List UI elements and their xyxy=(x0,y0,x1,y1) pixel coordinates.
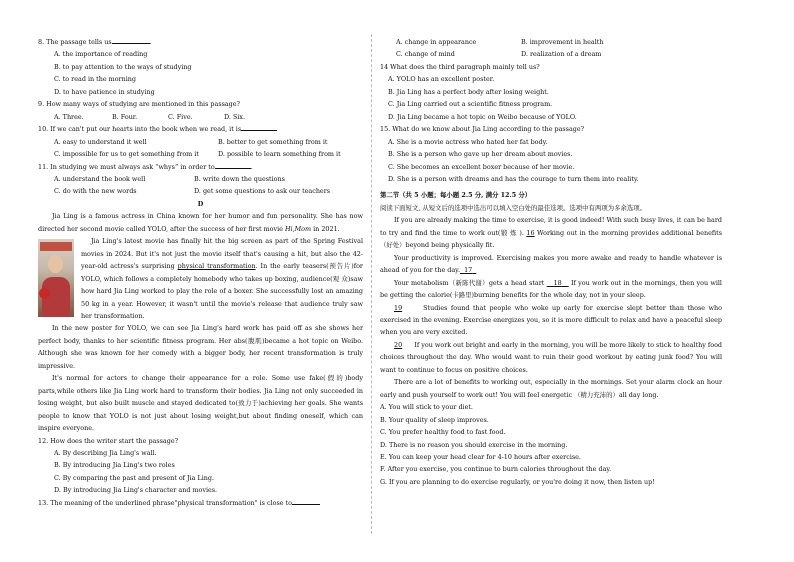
q10-options-row1 xyxy=(38,136,363,148)
choice-b: B. Your quality of sleep improves. xyxy=(380,415,489,424)
q13-option-b: B. improvement in health xyxy=(521,38,604,46)
poster-title-block xyxy=(40,242,72,251)
q15-option-b: B. She is a person who gave up her dream about movies. xyxy=(388,150,573,159)
cloze-paragraph-3: Your metabolism（新陈代谢）gets a head start 18 If you work out in the mornings, then you will be getting the calorie(卡路里)burning benefits for the whole day, not in your sleep. xyxy=(380,278,722,300)
cloze-paragraph-1: If you are already making the time to exercise, it is good indeed! With such busy lives, it can be hard to try and find the time to work out(锻 炼 ). 16 Working out in the morning provides additional benefits （好处）beyond being physically fit. xyxy=(380,216,722,250)
q11-stem: 11. In studying we must always ask “whys” in order to . xyxy=(38,162,253,171)
blank-18: 18 xyxy=(553,278,562,287)
passage-paragraph-2: Jia Ling's latest movie has finally hit the big screen as part of the Spring Festival movies in 2024. But it's not just the movie itself that's causing a hit, but also the 42-year-old actress's surprising physical transformation. In the early teasers(预告片)for YOLO, which follows a completely homebody who takes up boxing, audience(观 众)saw how hard Jia Ling worked to play the role of a boxer. She successfully lost an amazing 50 kg in a year. However, it wasn't until the movie's release that audience truly saw her transformation. xyxy=(38,235,363,322)
blank-19: 19 xyxy=(394,303,403,312)
cloze-paragraph-5: 20 If you work out bright and early in the morning, you will be more likely to stick to healthy food choices throughout the day. Who would want to ruin their good workout by eating junk food? You will want to continue to focus on positive choices. xyxy=(380,340,723,374)
q14-stem: 14 What does the third paragraph mainly tell us? xyxy=(380,62,540,71)
q11-options-row1 xyxy=(38,173,363,185)
q9-stem: 9. How many ways of studying are mentioned in this passage? xyxy=(38,100,240,109)
q10-options-row2 xyxy=(38,148,363,160)
q11-option-d: D. get some questions to ask our teachers xyxy=(194,187,331,196)
cloze-paragraph-4: 19 Studies found that people who woke up early for exercise slept better than those who exercised in the evening. Exercise energizes you, so it is more difficult to relax and have a peaceful sleep when you are very excited. xyxy=(380,303,722,337)
passage-paragraph-1: Jia Ling is a famous actress in China known for her humor and fun personality. She has now directed her second movie called YOLO, after the success of her first movie Hi,Mom in 2021. xyxy=(38,212,363,233)
q13-options-row1 xyxy=(380,36,722,48)
q13-option-d: D. realization of a dream xyxy=(521,50,602,59)
q15-stem: 15. What do we know about Jia Ling according to the passage? xyxy=(380,125,585,134)
left-column xyxy=(38,36,363,509)
section-d-heading: D xyxy=(197,199,204,208)
q15-option-a: A. She is a movie actress who hated her fat body. xyxy=(388,137,548,146)
q8-option-d: D. to have patience in studying xyxy=(54,87,155,96)
q8-option-c: C. to read in the morning xyxy=(54,75,136,84)
blank-16: 16 xyxy=(526,228,535,237)
q8-option-a: A. the importance of reading xyxy=(54,50,148,59)
q12-option-d: D. By introducing Jia Ling's character and movies. xyxy=(54,486,218,495)
q15-option-d: D. She is a person with dreams and has the courage to turn them into reality. xyxy=(388,174,639,183)
q9-option-a: A. Three. xyxy=(54,112,84,121)
q12-stem: 12. How does the writer start the passage? xyxy=(38,436,179,445)
passage-paragraph-3: In the new poster for YOLO, we can see Jia Ling's hard work has paid off as she shows her perfect body, thanks to her scientific fitness program. Her abs(腹肌)became a hot topic on Weibo. Although she was known for her comedy with a bigger body, her recent transformation is truly impressive. xyxy=(38,324,363,370)
q9-option-d: D. Six. xyxy=(224,112,246,121)
blank-17: 17 xyxy=(464,266,473,275)
q9-option-c: C. Five. xyxy=(168,112,193,121)
choice-f: F. After you exercise, you continue to burn calories throughout the day. xyxy=(380,465,612,474)
section-2-instructions: 阅读下面短文, 从短文后的选项中选出可以填入空白处的最佳选项。选项中有两项为多余选项。 xyxy=(380,203,647,212)
q13-option-c: C. change of mind xyxy=(396,50,455,59)
q14-option-d: D. Jia Ling became a hot topic on Weibo because of YOLO. xyxy=(388,112,577,121)
choice-g: G. If you are planning to do exercise regularly, or you're doing it now, then listen up! xyxy=(380,477,655,486)
choice-d: D. There is no reason you should exercise in the morning. xyxy=(380,440,568,449)
q10-option-b: B. better to get something from it xyxy=(218,137,328,146)
q10-option-c: C. impossible for us to get something from it xyxy=(54,150,199,159)
choice-a: A. You will stick to your diet. xyxy=(380,403,473,412)
q13-stem: 13. The meaning of the underlined phrase"physical transformation" is close to xyxy=(38,497,363,509)
q11-option-b: B. write down the questions xyxy=(194,174,285,183)
q13-option-a: A. change in appearance xyxy=(396,38,477,46)
section-2-title: 第二节（共 5 小题；每小题 2.5 分, 满分 12.5 分） xyxy=(380,191,532,200)
q11-option-c: C. do with the new words xyxy=(54,187,137,196)
q13-options-row2 xyxy=(380,48,722,60)
q14-option-c: C. Jia Ling carried out a scientific fitness program. xyxy=(388,100,553,109)
q12-option-b: B. By introducing Jia Ling's two roles xyxy=(54,461,175,470)
cloze-paragraph-6: There are a lot of benefits to working out, especially in the mornings. Set your alarm clock an hour early and push yourself to work out! You will feel energetic （精力充沛的）all day long. xyxy=(380,378,722,399)
q11-option-a: A. understand the book well xyxy=(54,174,146,183)
q12-option-a: A. By describing Jia Ling's wall. xyxy=(54,448,157,457)
q12-option-c: C. By comparing the past and present of Jia Ling. xyxy=(54,473,215,482)
passage-paragraph-4: It's normal for actors to change their appearance for a role. Some use fake(假的)body parts,while others like Jia Ling work hard to transform their bodies. Jia Ling not only succeeded in losing weight, but also built muscle and stayed dedicated to(致力于)achieving her goals. She wants people to know that YOLO is not just about losing weight,but about finding oneself, which can inspire everyone. xyxy=(38,374,363,433)
q10-option-a: A. easy to understand it well xyxy=(54,137,147,146)
poster-face xyxy=(48,255,63,273)
right-column xyxy=(380,36,722,488)
movie-poster-image xyxy=(38,239,74,317)
q8-option-b: B. to pay attention to the ways of studying xyxy=(54,62,192,71)
choice-e: E. You can keep your head clear for 4-10 hours after exercise. xyxy=(380,452,581,461)
q11-options-row2 xyxy=(38,185,363,197)
choice-c: C. You prefer healthy food to fast food. xyxy=(380,428,506,437)
underlined-phrase: physical transformation xyxy=(177,262,256,271)
q9-option-b: B. Four. xyxy=(112,112,138,121)
q14-option-a: A. YOLO has an excellent poster. xyxy=(388,75,495,84)
q14-option-b: B. Jia Ling has a perfect body after losing weight. xyxy=(388,87,549,96)
blank-20: 20 xyxy=(394,340,403,349)
q9-options xyxy=(38,111,363,123)
q15-option-c: C. She becomes an excellent boxer because of her movie. xyxy=(388,162,575,171)
column-divider xyxy=(371,34,372,534)
cloze-paragraph-2: Your productivity is improved. Exercising makes you more awake and ready to handle whatever is ahead of you for the day. 17 xyxy=(380,253,722,275)
q10-option-d: D. possible to learn something from it xyxy=(218,150,341,159)
q10-stem: 10. If we can't put our hearts into the book when we read, it is xyxy=(38,123,363,135)
q8-stem: 8. The passage tells us . xyxy=(38,38,152,46)
